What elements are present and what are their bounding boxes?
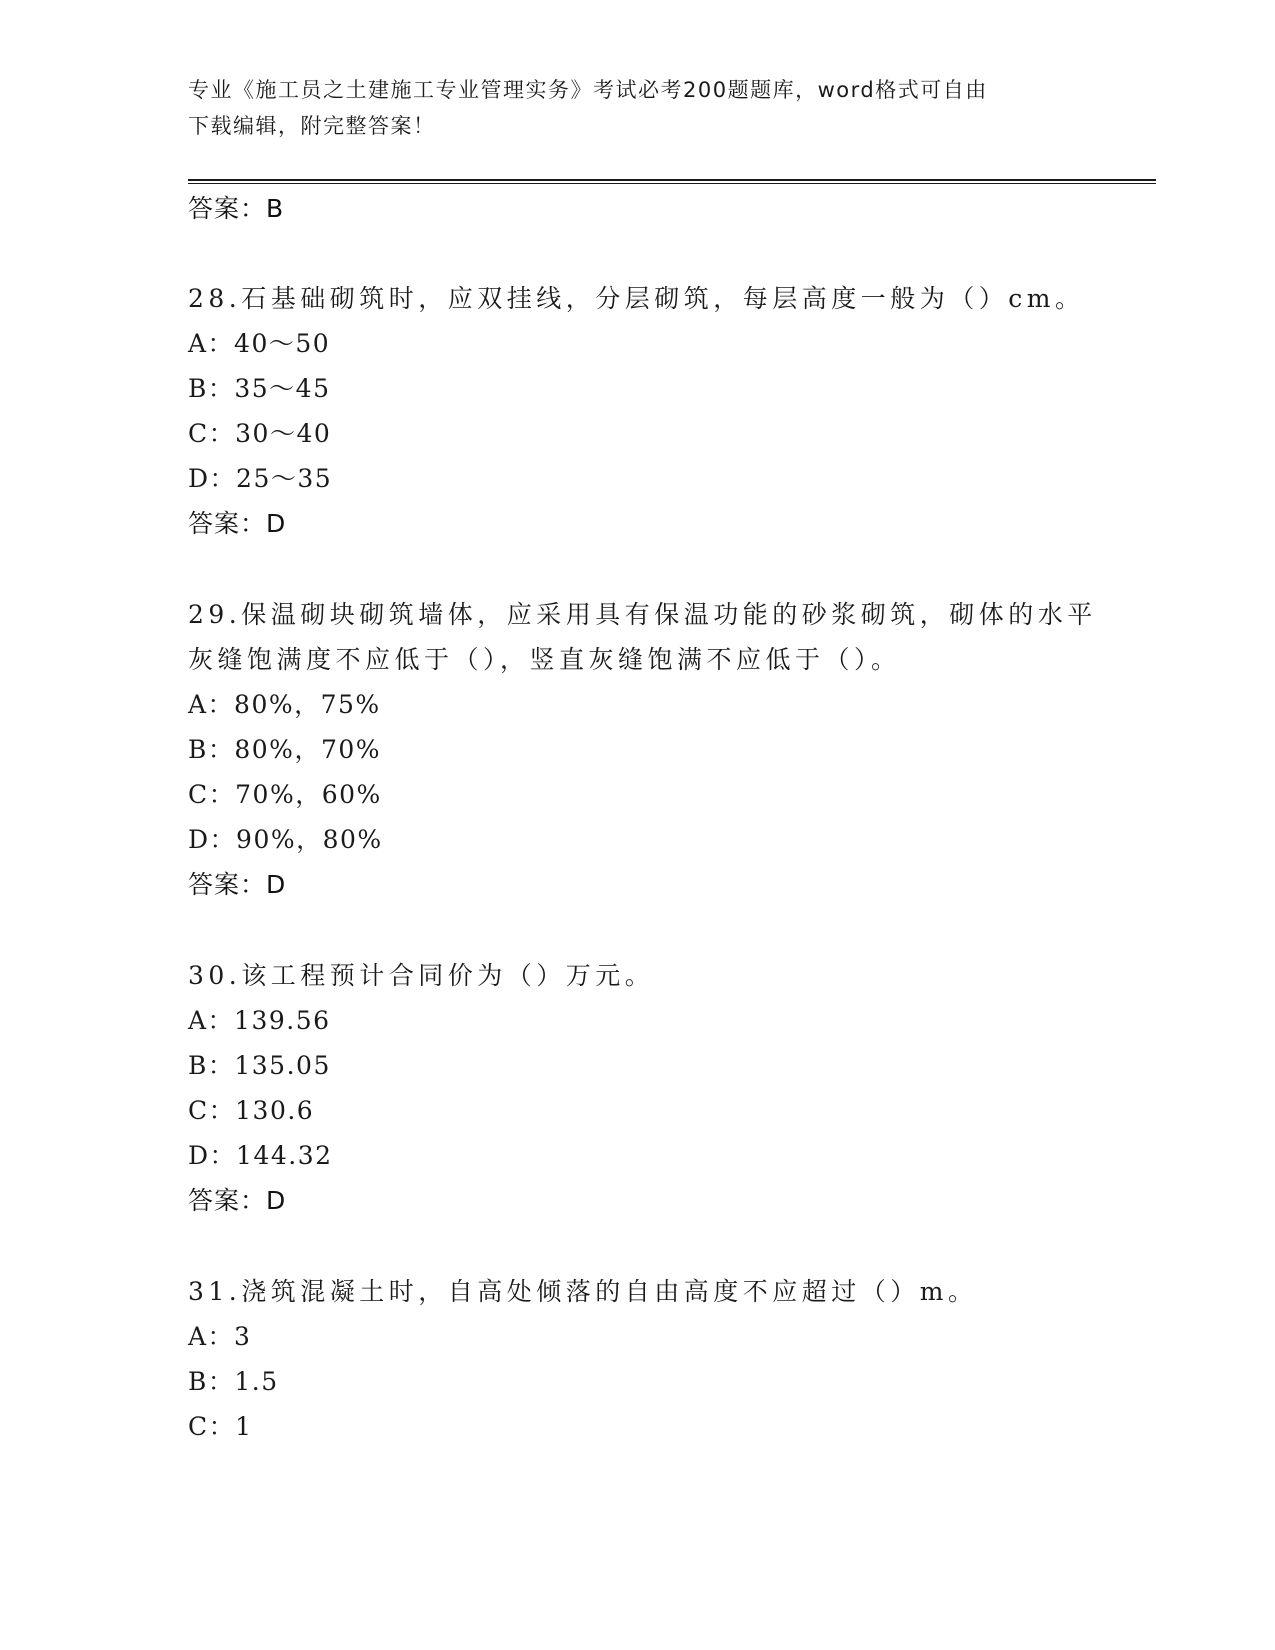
option-a: A：40～50	[188, 329, 331, 358]
option-c: C：1	[188, 1412, 253, 1441]
option-b: B：80%，70%	[188, 735, 382, 764]
answer-line: 答案：D	[188, 870, 287, 899]
answer-line: 答案：D	[188, 1186, 287, 1215]
header-divider	[188, 179, 1156, 184]
option-c: C：30～40	[188, 419, 332, 448]
page-header	[188, 72, 1078, 144]
question-block	[188, 276, 1148, 546]
option-d: D：144.32	[188, 1141, 333, 1170]
option-b: B：1.5	[188, 1367, 279, 1396]
question-block	[188, 1269, 1148, 1449]
question-text: 30.该工程预计合同价为（）万元。	[188, 961, 655, 990]
option-a: A：3	[188, 1322, 252, 1351]
option-a: A：139.56	[188, 1006, 331, 1035]
option-a: A：80%，75%	[188, 690, 381, 719]
option-d: D：25～35	[188, 464, 333, 493]
option-d: D：90%，80%	[188, 825, 383, 854]
question-block	[188, 953, 1148, 1223]
option-b: B：135.05	[188, 1051, 331, 1080]
option-b: B：35～45	[188, 374, 331, 403]
header-line-2: 下载编辑，附完整答案！	[188, 114, 436, 138]
document-body	[188, 187, 1148, 1449]
question-gap	[188, 1223, 1148, 1269]
question-gap	[188, 546, 1148, 592]
option-c: C：70%，60%	[188, 780, 382, 809]
header-line-1: 专业《施工员之土建施工专业管理实务》考试必考200题题库，word格式可自由	[188, 78, 988, 102]
question-text: 31.浇筑混凝土时，自高处倾落的自由高度不应超过（）m。	[188, 1277, 978, 1306]
question-gap	[188, 907, 1148, 953]
option-c: C：130.6	[188, 1096, 315, 1125]
question-text: 28.石基础砌筑时，应双挂线，分层砌筑，每层高度一般为（）cm。	[188, 284, 1085, 313]
question-gap	[188, 230, 1148, 276]
question-text-line-1: 29.保温砌块砌筑墙体，应采用具有保温功能的砂浆砌筑，砌体的水平	[188, 600, 1097, 629]
answer-line: 答案：B	[188, 194, 285, 223]
question-text-line-2: 灰缝饱满度不应低于（），竖直灰缝饱满不应低于（）。	[188, 645, 901, 674]
answer-line: 答案：D	[188, 509, 287, 538]
question-block	[188, 592, 1148, 907]
